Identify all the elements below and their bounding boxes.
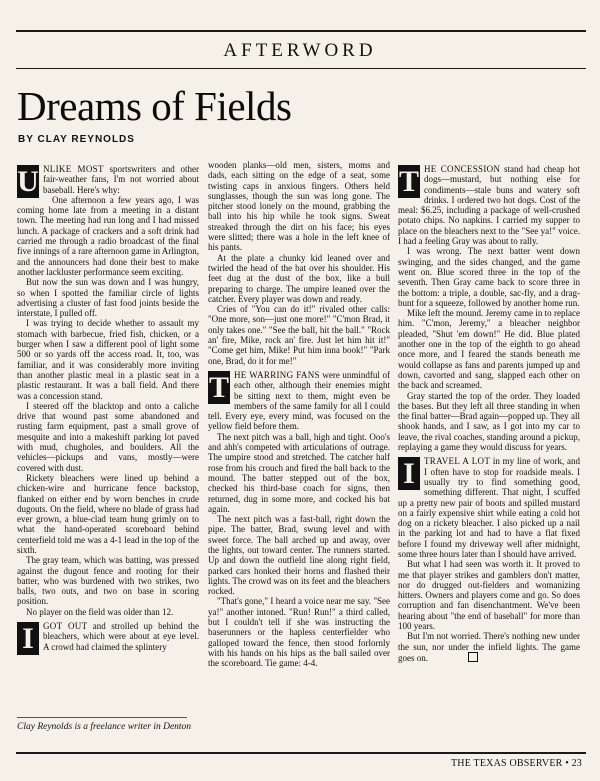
article-paragraph xyxy=(398,164,580,246)
article-paragraph xyxy=(17,277,199,318)
article-paragraph xyxy=(208,253,390,304)
text-column-2 xyxy=(208,160,390,669)
paragraph-text: I was trying to decide whether to assault my stomach with barbecue, fried fish, chicken, or a burger when I saw a different pool of light some 500 or so yards off the access road. It, too, was familiar, and it was considerably more inviting than another plastic meal in a plastic seat in a plastic restaurant. It was a ball field. And there was a concession stand. xyxy=(17,318,199,401)
paragraph-text: Mike left the mound. Jeremy came in to replace him. "C'mon, Jeremy," a bleacher neighbor pleaded, "Shut 'em down!" He did. Blue plated another one in the top of the eighth to go ahead once more, and I feared the stands beneath me would collapse as fans and parents jumped up and down, cavorted and sang, slapped each other on the back and screamed. xyxy=(398,308,580,391)
paragraph-text: Gray started the top of the order. They loaded the bases. But they left all three standing in when the final batter—Brad again—popped up. They all shook hands, and I saw, as I got into my car to leave, the rival coaches, standing around a pickup, replaying a game they would discuss for years. xyxy=(398,390,580,453)
article-paragraph xyxy=(208,370,390,432)
paragraph-text: "That's gone," I heard a voice near me say. "See ya!" another intoned. "Run! Run!" a third called, but I couldn't tell if she was instructing the baserunners or the hapless centerfielder who galloped toward the fence, then stood forlornly with his hands on his hips as the ball sailed over the scoreboard. Tie game: 4-4. xyxy=(208,596,390,669)
drop-cap: T xyxy=(208,370,229,404)
article-paragraph xyxy=(208,596,390,668)
paragraph-text: were unmindful of each other, although their enemies might be sitting next to them, might even be members of the same family for all I could tell. Every eye, every mind, was focused on the yellow field before them. xyxy=(208,369,390,432)
footnote-rule xyxy=(17,717,187,718)
paragraph-text: and strolled up behind the bleachers, which were about at eye level. A crowd had claimed the splintery xyxy=(43,621,200,652)
lead-in-caps: NLIKE MOST xyxy=(43,164,104,174)
paragraph-text: The next pitch was a fast-ball, right down the pipe. The batter, Brad, swung level and with sweet force. The ball arched up and away, over the lights, out toward center. The runners started. Up and down the outfield line along right field, parked cars honked their horns and flashed their lights. The crowd was on its feet and the bleachers rocked. xyxy=(208,514,390,597)
paragraph-text: At the plate a chunky kid leaned over and twirled the head of the bat over his shoulder. His feet dug at the dust of the box, like a bull preparing to charge. The umpire leaned over the catcher. Every player was down and ready. xyxy=(208,252,390,304)
article-paragraph xyxy=(398,456,580,559)
article-paragraph xyxy=(17,195,199,277)
article-paragraph xyxy=(398,391,580,453)
paragraph-text: But I'm not worried. There's nothing new under the sun, nor under the infield lights. The game goes on. xyxy=(398,631,580,663)
paragraph-text: The gray team, which was batting, was pressed against the dugout fence and rooting for their batter, who was burdened with two strikes, two balls, two outs, and two on base in scoring position. xyxy=(17,555,199,607)
article-paragraph xyxy=(398,246,580,308)
section-rule xyxy=(16,68,586,69)
article-paragraph xyxy=(208,514,390,596)
lead-in-caps: HE CONCESSION xyxy=(424,164,501,174)
drop-cap: U xyxy=(17,165,39,198)
end-of-article-mark xyxy=(468,652,478,662)
paragraph-text: Cries of "You can do it!" rivaled other calls: "One more, son—just one more!" "C'mon Brad, it only takes one." "See the ball, hit the ball." "Rock an' fire, Mike, rock an' fire. Just let him hit it!" "Come get him, Mike! Put him inna book!" "Park one, Brad, do it for me!" xyxy=(208,304,390,366)
drop-cap: I xyxy=(17,622,39,655)
article-paragraph xyxy=(398,308,580,390)
drop-cap: I xyxy=(398,457,420,490)
article-paragraph xyxy=(17,621,200,656)
paragraph-text: wooden planks—old men, sisters, moms and dads, each sitting on the edge of a seat, some twisting caps in anxious fingers. Others held sunglasses, though the sun was long gone. The pitcher stood lonely on the mound, grabbing the ball into his hip while he took signs. Sweat streaked through the dirt on his face; his eyes were slitted; there was a hole in the left knee of his pants. xyxy=(208,160,390,253)
paragraph-text: I steered off the blacktop and onto a caliche drive that wound past some abandoned and rusting farm equipment, past a small grove of mesquite and into a makeshift parking lot paved with mud, chugholes, and boulders. All the vehicles—pickups and vans, mostly—were covered with dust. xyxy=(17,400,199,473)
lead-in-caps: GOT OUT xyxy=(43,621,88,632)
article-paragraph xyxy=(398,631,580,663)
bottom-rule xyxy=(16,752,586,754)
paragraph-text: The next pitch was a ball, high and tight. Ooo's and ahh's competed with articulations of outrage. The umpire stood and stretched. The catcher half rose from his crouch and fired the ball back to the mound. The batter stepped out of the box, checked his third-base coach for signs, then returned, dug in some more, and cocked his bat again. xyxy=(208,431,390,514)
article-paragraph xyxy=(17,555,199,606)
lead-in-caps: TRAVEL A LOT xyxy=(424,456,491,467)
author-note: Clay Reynolds is a freelance writer in Denton xyxy=(17,722,192,732)
paragraph-text: stand had cheap hot dogs—mustard, but nothing else for condiments—stale buns and watery soft drinks. I ordered two hot dogs. Cost of the meal: $6.25, including a package of well-crushed potato chips. No napkins. I carried my supper to place on the bleachers next to the "See ya!" voice. I had a feeling Gray was about to rally. xyxy=(398,164,580,247)
text-column-3 xyxy=(398,160,580,663)
byline: BY CLAY REYNOLDS xyxy=(18,134,135,145)
article-paragraph xyxy=(17,401,199,473)
article-title: Dreams of Fields xyxy=(17,83,292,129)
article-paragraph xyxy=(208,304,390,366)
paragraph-text: Rickety bleachers were lined up behind a chicken-wire and hurricane fence backstop, flanked on either end by worn benches in crude dugouts. On the field, where no blade of grass had ever grown, a blue-clad team hung grimly on to what the hand-operated scoreboard behind centerfield told me was a 4-1 lead in the top of the sixth. xyxy=(17,472,199,555)
paragraph-text: But what I had seen was worth it. It proved to me that player strikes and gamblers don't matter, nor do drugged out-fielders and womanizing hitters. Owners and players come and go. So does corruption and fan disenchantment. We've been hearing about "the end of baseball" for more than 100 years. xyxy=(398,559,580,632)
paragraph-text: I was wrong. The next batter went down swinging, and the sides changed, and the game went on. Blue scored three in the top of the seventh. Then Gray came back to score three in the bottom: a triple, a double, sac-fly, and a drag-bunt for a squeeze, followed by another home run. xyxy=(398,246,580,308)
paragraph-text: in my line of work, and I often have to stop for roadside meals. I usually try to find something good, something different. That night, I scuffed up a pretty new pair of boots and spilled mustard on a fairly expensive shirt while eating a cold hot dog on a rickety bleacher. I also picked up a nail in the parking lot and had to have a flat fixed before I found my driveway well after midnight, some three hours later than I should have arrived. xyxy=(398,456,580,559)
article-paragraph xyxy=(398,559,580,631)
article-paragraph xyxy=(17,164,199,198)
paragraph-text: No player on the field was older than 12. xyxy=(26,606,174,617)
article-paragraph xyxy=(17,607,199,617)
article-paragraph xyxy=(208,432,390,514)
paragraph-text: One afternoon a few years ago, I was coming home late from a meeting in a distant town. The meeting had run long and I had missed lunch. A package of crackers and a soft drink had carried me through a radio broadcast of the final five innings of a rare afternoon game in Arlington, and the announcers had done their best to make another lackluster performance seem exciting. xyxy=(17,194,199,277)
article-paragraph xyxy=(208,160,390,253)
article-paragraph xyxy=(17,318,199,400)
top-rule xyxy=(16,30,586,32)
text-column-1 xyxy=(17,160,199,655)
article-paragraph xyxy=(17,473,199,555)
page-folio: THE TEXAS OBSERVER • 23 xyxy=(450,758,582,769)
section-label: AFTERWORD xyxy=(223,40,377,61)
paragraph-text: But now the sun was down and I was hungry, so when I spotted the familiar circle of lights advertising a cluster of fast food joints beside the interstate, I pulled off. xyxy=(17,277,199,319)
drop-cap: T xyxy=(398,165,419,198)
lead-in-caps: HE WARRING FANS xyxy=(234,369,320,380)
paragraph-text: sportswriters and other fair-weather fans, I'm not worried about baseball. Here's why: xyxy=(43,164,199,195)
